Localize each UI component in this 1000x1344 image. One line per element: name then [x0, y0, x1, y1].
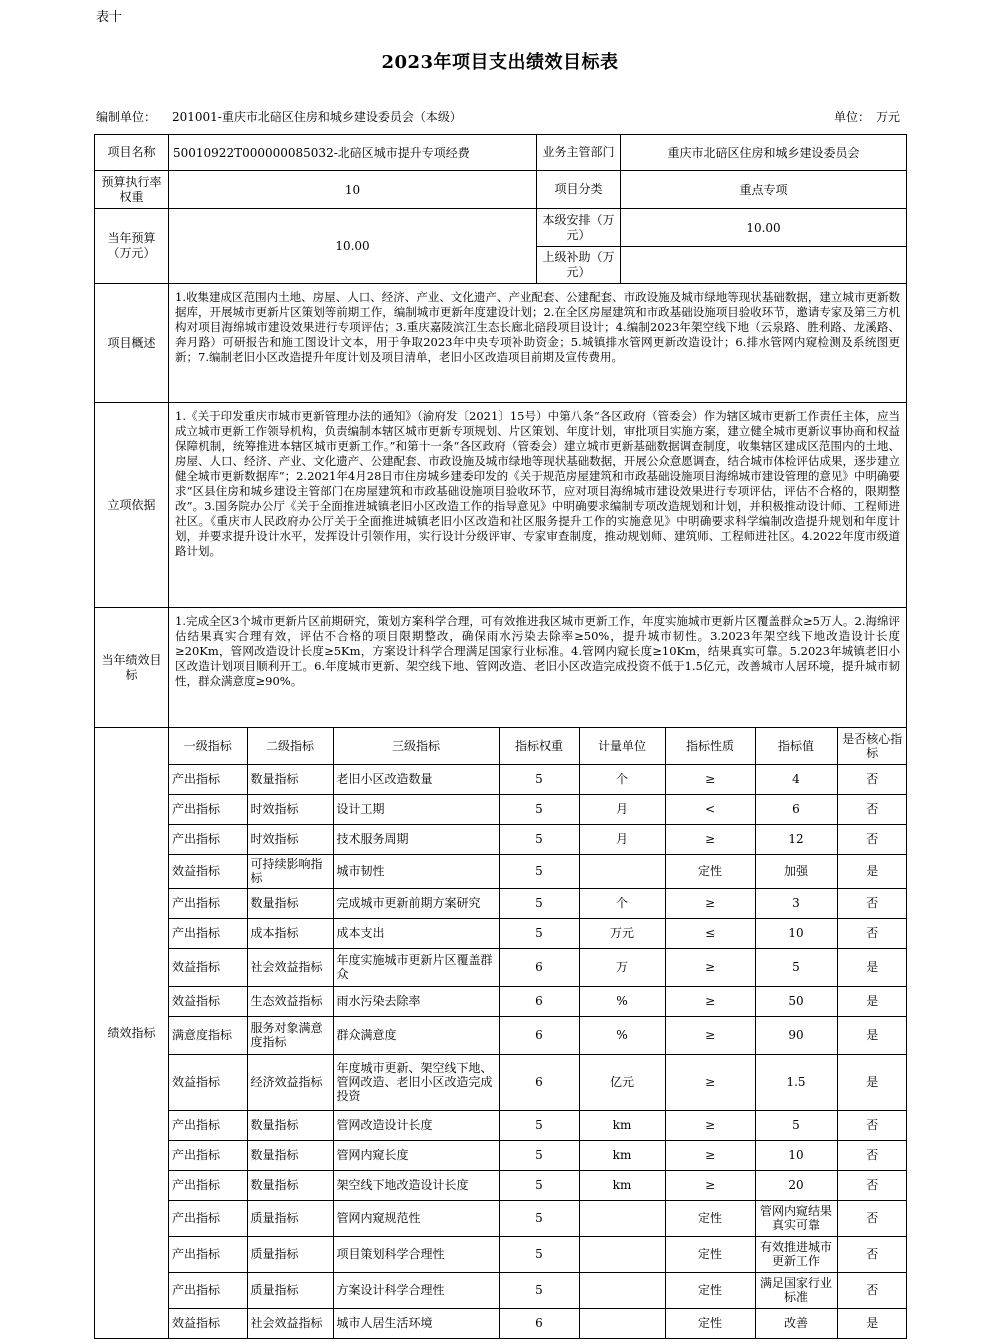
- ind-level2: 数量指标: [247, 1170, 333, 1200]
- ind-nature: 定性: [665, 1200, 755, 1236]
- ind-level2: 数量指标: [247, 764, 333, 794]
- ind-value: 改善: [755, 1308, 837, 1338]
- ind-level3: 年度城市更新、架空线下地、管网改造、老旧小区改造完成投资: [333, 1054, 499, 1110]
- ind-core: 否: [837, 764, 907, 794]
- ind-level2: 生态效益指标: [247, 986, 333, 1016]
- ind-core: 是: [837, 986, 907, 1016]
- ind-nature: 定性: [665, 1272, 755, 1308]
- indicators-cell: [169, 728, 907, 1339]
- ind-value: 管网内窥结果真实可靠: [755, 1200, 837, 1236]
- ind-weight: 5: [499, 1170, 579, 1200]
- ind-weight: 5: [499, 824, 579, 854]
- ind-weight: 5: [499, 1140, 579, 1170]
- ind-core: 否: [837, 1170, 907, 1200]
- ind-core: 否: [837, 824, 907, 854]
- project-name-label: 项目名称: [95, 135, 169, 171]
- ind-level1: 产出指标: [169, 1200, 247, 1236]
- ind-level2: 社会效益指标: [247, 1308, 333, 1338]
- ind-weight: 5: [499, 888, 579, 918]
- ind-level3: 成本支出: [333, 918, 499, 948]
- ind-nature: 定性: [665, 854, 755, 888]
- ind-level1: 产出指标: [169, 794, 247, 824]
- ind-unit: km: [579, 1110, 665, 1140]
- unit-value: 万元: [876, 110, 901, 124]
- ind-level3: 城市韧性: [333, 854, 499, 888]
- page-title: 2023年项目支出绩效目标表: [381, 52, 619, 73]
- indicator-row: [169, 1140, 907, 1170]
- ind-weight: 6: [499, 1308, 579, 1338]
- weight-value: 10: [169, 171, 537, 209]
- ind-core: 是: [837, 948, 907, 986]
- ind-level3: 老旧小区改造数量: [333, 764, 499, 794]
- ind-nature: ≥: [665, 824, 755, 854]
- ind-weight: 5: [499, 1110, 579, 1140]
- ind-level1: 效益指标: [169, 986, 247, 1016]
- ind-nature: ≥: [665, 1170, 755, 1200]
- ind-weight: 5: [499, 854, 579, 888]
- ind-core: 否: [837, 918, 907, 948]
- ind-level2: 质量指标: [247, 1272, 333, 1308]
- indicator-row: [169, 948, 907, 986]
- ind-weight: 5: [499, 1236, 579, 1272]
- ind-level1: 效益指标: [169, 854, 247, 888]
- header-l2: 二级指标: [247, 728, 333, 764]
- budget-label: 当年预算（万元）: [95, 209, 169, 284]
- ind-unit: 万元: [579, 918, 665, 948]
- indicator-row: [169, 1200, 907, 1236]
- header-unit: 计量单位: [579, 728, 665, 764]
- ind-unit: 亿元: [579, 1054, 665, 1110]
- header-l1: 一级指标: [169, 728, 247, 764]
- weight-label: 预算执行率权重: [95, 171, 169, 209]
- ind-level3: 项目策划科学合理性: [333, 1236, 499, 1272]
- ind-level1: 效益指标: [169, 1308, 247, 1338]
- ind-level2: 服务对象满意度指标: [247, 1016, 333, 1054]
- ind-unit: [579, 1308, 665, 1338]
- ind-nature: ≥: [665, 888, 755, 918]
- ind-value: 满足国家行业标准: [755, 1272, 837, 1308]
- ind-unit: km: [579, 1170, 665, 1200]
- ind-level2: 数量指标: [247, 888, 333, 918]
- ind-weight: 5: [499, 1200, 579, 1236]
- ind-core: 否: [837, 1140, 907, 1170]
- ind-value: 1.5: [755, 1054, 837, 1110]
- dept-label: 业务主管部门: [537, 135, 621, 171]
- ind-level1: 产出指标: [169, 824, 247, 854]
- indicator-row: [169, 888, 907, 918]
- indicator-row: [169, 1272, 907, 1308]
- ind-nature: 定性: [665, 1236, 755, 1272]
- ind-unit: [579, 1272, 665, 1308]
- ind-nature: ≥: [665, 1110, 755, 1140]
- ind-unit: 个: [579, 888, 665, 918]
- ind-level2: 时效指标: [247, 794, 333, 824]
- indicator-row: [169, 764, 907, 794]
- ind-core: 否: [837, 794, 907, 824]
- category-value: 重点专项: [621, 171, 907, 209]
- indicator-row: [169, 1236, 907, 1272]
- indicator-row: [169, 1110, 907, 1140]
- indicator-row: [169, 1170, 907, 1200]
- goals-text: 1.完成全区3个城市更新片区前期研究，策划方案科学合理，可有效推进我区城市更新工作，年度实施城市更新片区覆盖群众≥5万人。2.海绵评估结果真实合理有效，评估不合格的项目限期整改，确保雨水污染去除率≥50%，提升城市韧性。3.2023年架空线下地改造设计长度≥20Km，管网改造设计长度≥5Km，方案设计科学合理满足国家行业标准。4.管网内窥长度≥10Km，结果真实可靠。5.2023年城镇老旧小区改造计划项目顺利开工。6.年度城市更新、架空线下地、管网改造、老旧小区改造完成投资不低于1.5亿元，改善城市人居环境，提升城市韧性，群众满意度≥90%。: [169, 608, 907, 728]
- unit-label: 单位：: [834, 110, 871, 124]
- ind-core: 否: [837, 1272, 907, 1308]
- ind-weight: 6: [499, 948, 579, 986]
- org-value: 201001-重庆市北碚区住房和城乡建设委员会（本级）: [172, 110, 462, 124]
- ind-level3: 完成城市更新前期方案研究: [333, 888, 499, 918]
- ind-weight: 6: [499, 1054, 579, 1110]
- ind-weight: 6: [499, 986, 579, 1016]
- ind-nature: ≤: [665, 918, 755, 948]
- ind-unit: [579, 1236, 665, 1272]
- ind-level3: 城市人居生活环境: [333, 1308, 499, 1338]
- ind-level2: 数量指标: [247, 1110, 333, 1140]
- table-number-label: 表十: [96, 10, 123, 25]
- ind-level1: 产出指标: [169, 1272, 247, 1308]
- ind-value: 50: [755, 986, 837, 1016]
- ind-core: 是: [837, 1016, 907, 1054]
- indicator-row: [169, 1308, 907, 1338]
- indicators-table: [169, 728, 907, 1338]
- org-label: 编制单位：: [96, 110, 157, 124]
- ind-level3: 架空线下地改造设计长度: [333, 1170, 499, 1200]
- ind-level1: 产出指标: [169, 1110, 247, 1140]
- ind-nature: 定性: [665, 1308, 755, 1338]
- superior-value: [621, 247, 907, 284]
- ind-level3: 年度实施城市更新片区覆盖群众: [333, 948, 499, 986]
- ind-nature: ≥: [665, 764, 755, 794]
- header-l3: 三级指标: [333, 728, 499, 764]
- ind-level2: 社会效益指标: [247, 948, 333, 986]
- ind-core: 否: [837, 1110, 907, 1140]
- indicator-row: [169, 794, 907, 824]
- indicator-row: [169, 824, 907, 854]
- ind-value: 有效推进城市更新工作: [755, 1236, 837, 1272]
- ind-nature: ≥: [665, 1140, 755, 1170]
- ind-value: 5: [755, 948, 837, 986]
- header-core: 是否核心指标: [837, 728, 907, 764]
- ind-core: 是: [837, 1054, 907, 1110]
- ind-level3: 设计工期: [333, 794, 499, 824]
- ind-nature: ≥: [665, 1054, 755, 1110]
- ind-level2: 数量指标: [247, 1140, 333, 1170]
- ind-level3: 技术服务周期: [333, 824, 499, 854]
- ind-unit: 月: [579, 794, 665, 824]
- ind-weight: 5: [499, 794, 579, 824]
- ind-value: 3: [755, 888, 837, 918]
- ind-level1: 效益指标: [169, 948, 247, 986]
- ind-level1: 效益指标: [169, 1054, 247, 1110]
- header-value: 指标值: [755, 728, 837, 764]
- ind-weight: 6: [499, 1016, 579, 1054]
- ind-level3: 管网内窥长度: [333, 1140, 499, 1170]
- ind-unit: [579, 854, 665, 888]
- local-value: 10.00: [621, 209, 907, 247]
- ind-unit: 月: [579, 824, 665, 854]
- ind-level2: 时效指标: [247, 824, 333, 854]
- ind-core: 否: [837, 888, 907, 918]
- overview-text: 1.收集建成区范围内土地、房屋、人口、经济、产业、文化遗产、产业配套、公建配套、市政设施及城市绿地等现状基础数据，建立城市更新数据库，开展城市更新片区策划等前期工作，编制城市更新年度建设计划；2.在全区房屋建筑和市政基础设施项目验收环节，邀请专家及第三方机构对项目海绵城市建设效果进行专项评估；3.重庆嘉陵滨江生态长廊北碚段项目设计；4.编制2023年架空线下地（云泉路、胜利路、龙溪路、奔月路）可研报告和施工图设计文本，用于争取2023年中央专项补助资金；5.城镇排水管网更新改造设计；6.排水管网内窥检测及系统图更新；7.编制老旧小区改造提升年度计划及项目清单，老旧小区改造项目前期及宣传费用。: [169, 284, 907, 403]
- ind-level2: 经济效益指标: [247, 1054, 333, 1110]
- local-label: 本级安排（万元）: [537, 209, 621, 247]
- ind-value: 12: [755, 824, 837, 854]
- ind-weight: 5: [499, 1272, 579, 1308]
- indicator-row: [169, 918, 907, 948]
- indicator-row: [169, 854, 907, 888]
- indicators-label: 绩效指标: [95, 728, 169, 1339]
- ind-level2: 成本指标: [247, 918, 333, 948]
- ind-nature: <: [665, 794, 755, 824]
- ind-value: 加强: [755, 854, 837, 888]
- ind-unit: %: [579, 986, 665, 1016]
- ind-level3: 管网改造设计长度: [333, 1110, 499, 1140]
- ind-core: 是: [837, 854, 907, 888]
- ind-level2: 质量指标: [247, 1200, 333, 1236]
- ind-level1: 产出指标: [169, 1170, 247, 1200]
- indicator-row: [169, 986, 907, 1016]
- basis-text: 1.《关于印发重庆市城市更新管理办法的通知》（渝府发〔2021〕15号）中第八条“各区政府（管委会）作为辖区城市更新工作责任主体，应当成立城市更新工作领导机构，负责编制本辖区城市更新专项规划、片区策划、年度计划，审批项目实施方案，建立健全城市更新议事协商和权益保障机制，统筹推进本辖区城市更新工作。”和第十一条“各区政府（管委会）建立城市更新基础数据调查制度，收集辖区建成区范围内的土地、房屋、人口、经济、产业、文化遗产、公建配套、市政设施及城市绿地等现状基础数据，开展公众意愿调查，结合城市体检评估成果，逐步建立健全城市更新数据库”；2.2021年4月28日市住房城乡建委印发的《关于规范房屋建筑和市政基础设施项目海绵城市建设管理的意见》中明确要求“区县住房和城乡建设主管部门在房屋建筑和市政基础设施项目验收环节，应对项目海绵城市建设效果进行专项评估，评估不合格的，限期整改”。3.国务院办公厅《关于全面推进城镇老旧小区改造工作的指导意见》中明确要求编制专项改造规划和计划，并积极推动设计师、工程师进社区。《重庆市人民政府办公厅关于全面推进城镇老旧小区改造和社区服务提升工作的实施意见》中明确要求科学编制改造提升规划和年度计划，并要求提升设计水平，发挥设计引领作用，实行设计分级评审、专家审查制度，推动规划师、建筑师、工程师进社区。4.2022年度市级道路计划。: [169, 403, 907, 608]
- superior-label: 上级补助（万元）: [537, 247, 621, 284]
- ind-level1: 产出指标: [169, 888, 247, 918]
- ind-core: 否: [837, 1236, 907, 1272]
- ind-level1: 产出指标: [169, 764, 247, 794]
- ind-unit: km: [579, 1140, 665, 1170]
- indicators-header-row: [169, 728, 907, 764]
- ind-nature: ≥: [665, 1016, 755, 1054]
- ind-unit: 万: [579, 948, 665, 986]
- ind-level3: 管网内窥规范性: [333, 1200, 499, 1236]
- ind-level3: 群众满意度: [333, 1016, 499, 1054]
- ind-core: 是: [837, 1308, 907, 1338]
- ind-value: 10: [755, 1140, 837, 1170]
- ind-nature: ≥: [665, 948, 755, 986]
- ind-level1: 产出指标: [169, 918, 247, 948]
- ind-value: 90: [755, 1016, 837, 1054]
- project-name-value: 50010922T000000085032-北碚区城市提升专项经费: [169, 135, 537, 171]
- ind-unit: [579, 1200, 665, 1236]
- ind-core: 否: [837, 1200, 907, 1236]
- ind-value: 5: [755, 1110, 837, 1140]
- header-weight: 指标权重: [499, 728, 579, 764]
- ind-level1: 产出指标: [169, 1140, 247, 1170]
- ind-value: 4: [755, 764, 837, 794]
- goals-label: 当年绩效目标: [95, 608, 169, 728]
- ind-level2: 可持续影响指标: [247, 854, 333, 888]
- ind-unit: 个: [579, 764, 665, 794]
- ind-value: 6: [755, 794, 837, 824]
- ind-level3: 方案设计科学合理性: [333, 1272, 499, 1308]
- performance-target-table: [94, 134, 907, 1339]
- overview-label: 项目概述: [95, 284, 169, 403]
- ind-level1: 产出指标: [169, 1236, 247, 1272]
- indicator-row: [169, 1054, 907, 1110]
- ind-level3: 雨水污染去除率: [333, 986, 499, 1016]
- ind-level1: 满意度指标: [169, 1016, 247, 1054]
- ind-value: 10: [755, 918, 837, 948]
- header-nature: 指标性质: [665, 728, 755, 764]
- ind-weight: 5: [499, 764, 579, 794]
- ind-value: 20: [755, 1170, 837, 1200]
- ind-level2: 质量指标: [247, 1236, 333, 1272]
- budget-value: 10.00: [169, 209, 537, 284]
- ind-nature: ≥: [665, 986, 755, 1016]
- indicator-row: [169, 1016, 907, 1054]
- basis-label: 立项依据: [95, 403, 169, 608]
- ind-weight: 5: [499, 918, 579, 948]
- category-label: 项目分类: [537, 171, 621, 209]
- dept-value: 重庆市北碚区住房和城乡建设委员会: [621, 135, 907, 171]
- ind-unit: %: [579, 1016, 665, 1054]
